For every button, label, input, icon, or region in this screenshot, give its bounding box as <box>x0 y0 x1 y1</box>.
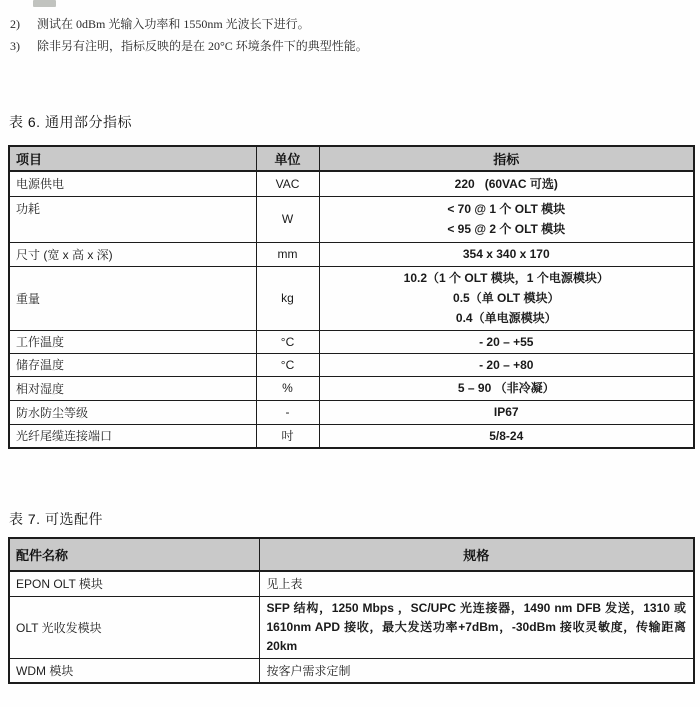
spec-cell <box>319 242 694 266</box>
column-header-unit: 单位 <box>256 146 319 171</box>
item-cell: 储存温度 <box>9 353 256 376</box>
spec-cell: 见上表 <box>259 571 694 596</box>
item-cell: 功耗 <box>9 196 256 242</box>
spec-line: 5/8-24 <box>489 428 524 443</box>
footnote-number: 2) <box>10 17 20 31</box>
footnote-2 <box>10 17 368 31</box>
spec-cell <box>319 196 694 242</box>
spec-cell: SFP 结构，1250 Mbps ，SC/UPC 光连接器，1490 nm DFB 发送，1310 或 1610nm APD 接收，最大发送功率+7dBm，-30dBm 接收灵敏度，传输距离 20km <box>259 596 694 658</box>
table-header-row <box>9 146 694 171</box>
spec-line: 0.5（单 OLT 模块） <box>453 291 560 305</box>
table-row <box>9 571 694 596</box>
unit-cell: kg <box>256 266 319 330</box>
item-cell: 尺寸 (宽 x 高 x 深) <box>9 242 256 266</box>
unit-cell: % <box>256 376 319 400</box>
table7-caption: 表 7. 可选配件 <box>9 511 103 527</box>
spec-cell <box>319 330 694 353</box>
column-header-accessory-name: 配件名称 <box>9 538 259 571</box>
column-header-spec: 规格 <box>259 538 694 571</box>
spec-cell <box>319 266 694 330</box>
footnote-number: 3) <box>10 39 20 53</box>
unit-cell: VAC <box>256 171 319 196</box>
footnote-text: 除非另有注明，指标反映的是在 20°C 环境条件下的典型性能。 <box>37 39 368 53</box>
table6-caption: 表 6. 通用部分指标 <box>9 114 132 130</box>
table-row <box>9 330 694 353</box>
item-cell: 工作温度 <box>9 330 256 353</box>
accessory-name-cell: WDM 模块 <box>9 658 259 683</box>
spec-line: 10.2（1 个 OLT 模块，1 个电源模块） <box>403 271 609 285</box>
table-row <box>9 658 694 683</box>
spec-cell <box>319 424 694 448</box>
unit-cell: W <box>256 196 319 242</box>
spec-line: 5 – 90 （非冷凝） <box>457 381 555 395</box>
spec-line: IP67 <box>493 405 519 419</box>
table-row <box>9 196 694 242</box>
unit-cell: 吋 <box>256 424 319 448</box>
table-row <box>9 376 694 400</box>
table-row <box>9 424 694 448</box>
spec-line: < 95 @ 2 个 OLT 模块 <box>447 222 566 236</box>
spec-line: 220 (60VAC 可选) <box>454 176 558 191</box>
table-row <box>9 242 694 266</box>
unit-cell: °C <box>256 353 319 376</box>
item-cell: 重量 <box>9 266 256 330</box>
table-row <box>9 266 694 330</box>
footnote-3 <box>10 39 368 53</box>
spec-line: 354 x 340 x 170 <box>462 247 550 261</box>
spec-line: < 70 @ 1 个 OLT 模块 <box>447 202 566 216</box>
spec-line: 0.4（单电源模块） <box>455 311 557 325</box>
item-cell: 防水防尘等级 <box>9 400 256 424</box>
general-specs-table <box>8 145 695 449</box>
spec-cell: 按客户需求定制 <box>259 658 694 683</box>
unit-cell: mm <box>256 242 319 266</box>
item-cell: 电源供电 <box>9 171 256 196</box>
table-row <box>9 353 694 376</box>
table-header-row <box>9 538 694 571</box>
cropped-gray-mark <box>33 0 56 7</box>
accessory-name-cell: OLT 光收发模块 <box>9 596 259 658</box>
accessory-name-cell: EPON OLT 模块 <box>9 571 259 596</box>
footnote-text: 测试在 0dBm 光输入功率和 1550nm 光波长下进行。 <box>37 17 310 31</box>
spec-line: - 20 – +80 <box>479 357 534 372</box>
unit-cell: °C <box>256 330 319 353</box>
table-row <box>9 171 694 196</box>
optional-accessories-table <box>8 537 695 684</box>
spec-cell <box>319 171 694 196</box>
item-cell: 光纤尾缆连接端口 <box>9 424 256 448</box>
table-row <box>9 400 694 424</box>
unit-cell: - <box>256 400 319 424</box>
footnotes <box>10 17 368 61</box>
spec-cell <box>319 353 694 376</box>
item-cell: 相对湿度 <box>9 376 256 400</box>
column-header-spec: 指标 <box>319 146 694 171</box>
spec-cell <box>319 376 694 400</box>
table-row <box>9 596 694 658</box>
column-header-item: 项目 <box>9 146 256 171</box>
spec-line: - 20 – +55 <box>479 334 534 349</box>
spec-cell <box>319 400 694 424</box>
